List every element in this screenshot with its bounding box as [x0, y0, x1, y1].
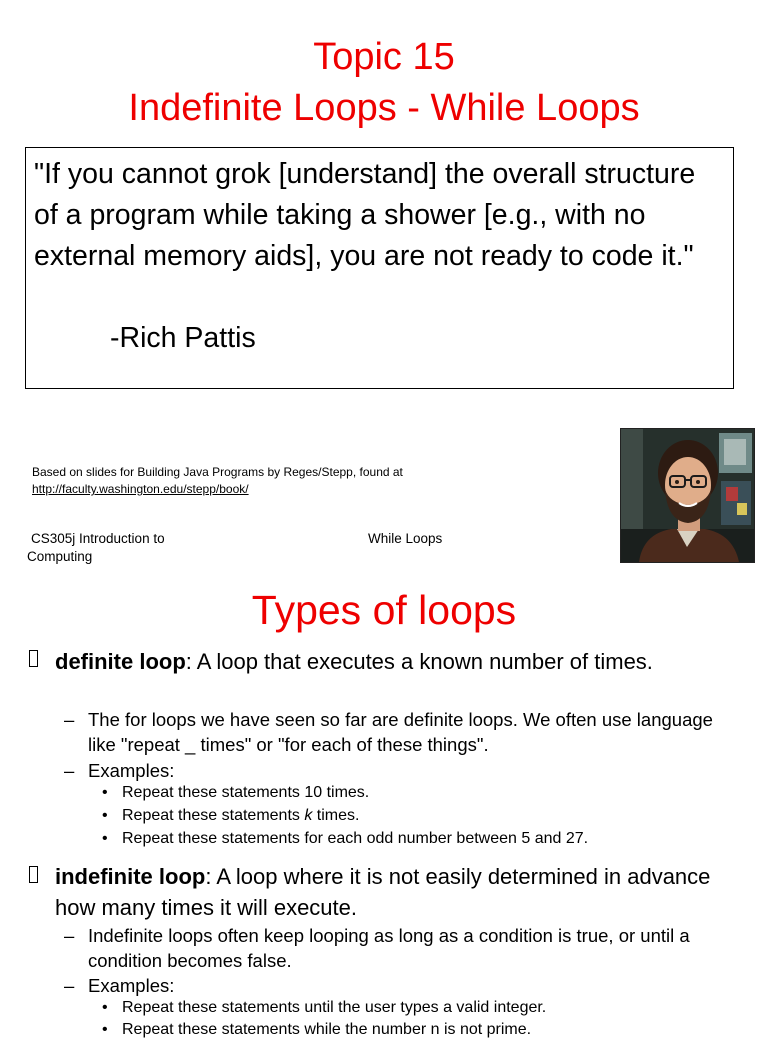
note-definite-2 — [64, 758, 744, 783]
credit-link[interactable]: http://faculty.washington.edu/stepp/book/ — [32, 482, 249, 496]
term-definite-loop: definite loop — [55, 649, 186, 674]
note-text: Examples: — [88, 975, 175, 996]
square-bullet-icon — [29, 650, 38, 667]
example-text-part: Repeat these statements — [122, 807, 305, 824]
example-definite-2 — [102, 805, 742, 827]
dot-marker: • — [102, 807, 108, 824]
note-indefinite-1 — [64, 923, 744, 973]
bullet-definite-loop — [55, 646, 745, 677]
square-bullet-icon — [29, 866, 38, 883]
dash-marker: – — [64, 975, 75, 996]
portrait-illustration — [621, 429, 754, 562]
definition-indefinite-loop: : A loop where it is not easily determined in advance how many times it will execute. — [55, 864, 711, 920]
slide2-title: Types of loops — [251, 587, 517, 633]
example-variable-k: k — [304, 807, 313, 824]
dash-marker: – — [64, 760, 75, 781]
slide1-title-line1: Topic 15 — [313, 36, 455, 78]
note-text: The for loops we have seen so far are definite loops. We often use language like "repeat _ times" or "for each of these things". — [88, 709, 713, 755]
dot-marker: • — [102, 784, 108, 801]
dot-marker: • — [102, 830, 108, 847]
term-indefinite-loop: indefinite loop — [55, 864, 206, 889]
credit-text: Based on slides for Building Java Programs by Reges/Stepp, found at — [32, 465, 403, 479]
example-text: Repeat these statements 10 times. — [122, 784, 370, 801]
dash-marker: – — [64, 925, 75, 946]
example-text: Repeat these statements until the user types a valid integer. — [122, 999, 547, 1016]
example-text: Repeat these statements while the number n is not prime. — [122, 1021, 532, 1038]
note-definite-1 — [64, 707, 744, 757]
dot-marker: • — [102, 999, 108, 1016]
dash-marker: – — [64, 709, 75, 730]
example-indefinite-2 — [102, 1019, 742, 1041]
quote-attribution: -Rich Pattis — [110, 322, 256, 354]
note-text: Examples: — [88, 760, 175, 781]
definition-definite-loop: : A loop that executes a known number of times. — [185, 649, 653, 674]
portrait-photo — [620, 428, 755, 563]
quote-box — [25, 147, 734, 389]
example-text — [122, 805, 742, 827]
example-text: Repeat these statements for each odd number between 5 and 27. — [122, 830, 589, 847]
bullet-indefinite-loop — [55, 861, 745, 923]
credit-note — [32, 464, 403, 498]
example-definite-3 — [102, 828, 742, 850]
example-indefinite-1 — [102, 997, 742, 1019]
footer-topic: While Loops — [368, 531, 443, 546]
note-text: Indefinite loops often keep looping as long as a condition is true, or until a condition becomes false. — [88, 925, 690, 971]
quote-text: "If you cannot grok [understand] the overall structure of a program while taking a shower [e.g., with no external memory aids], you are not ready to code it." — [34, 158, 696, 272]
example-definite-1 — [102, 782, 742, 804]
footer-course: CS305j Introduction to Computing — [27, 531, 165, 564]
slide1-title-line2: Indefinite Loops - While Loops — [128, 87, 640, 129]
example-text-part: times. — [312, 807, 360, 824]
note-indefinite-2 — [64, 973, 744, 998]
dot-marker: • — [102, 1021, 108, 1038]
